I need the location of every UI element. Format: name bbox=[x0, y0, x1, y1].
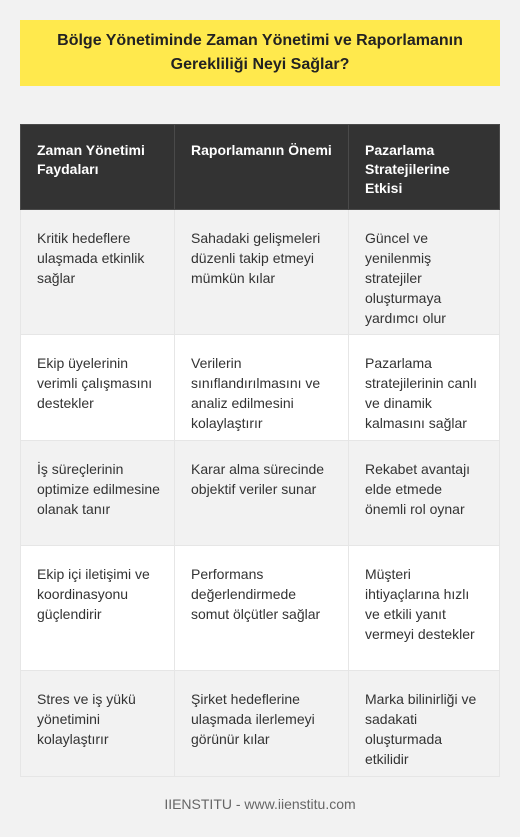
table-row bbox=[21, 671, 500, 777]
table-cell: Müşteri ihtiyaçlarına hızlı ve etkili yanıt vermeyi destekler bbox=[349, 546, 500, 671]
table-cell: Şirket hedeflerine ulaşmada ilerlemeyi görünür kılar bbox=[175, 671, 349, 777]
table-row bbox=[21, 546, 500, 671]
table-row bbox=[21, 335, 500, 441]
table-cell: Pazarlama stratejilerinin canlı ve dinamik kalmasını sağlar bbox=[349, 335, 500, 441]
table-cell: Verilerin sınıflandırılmasını ve analiz edilmesini kolaylaştırır bbox=[175, 335, 349, 441]
table-cell: Performans değerlendirmede somut ölçütler sağlar bbox=[175, 546, 349, 671]
column-header-reporting: Raporlamanın Önemi bbox=[175, 125, 349, 210]
table-cell: Ekip üyelerinin verimli çalışmasını destekler bbox=[21, 335, 175, 441]
table-header-row bbox=[21, 125, 500, 210]
table-cell: Kritik hedeflere ulaşmada etkinlik sağlar bbox=[21, 210, 175, 335]
comparison-table bbox=[20, 124, 500, 777]
table-cell: Ekip içi iletişimi ve koordinasyonu güçlendirir bbox=[21, 546, 175, 671]
table-cell: Marka bilinirliği ve sadakati oluşturmada etkilidir bbox=[349, 671, 500, 777]
table-cell: Sahadaki gelişmeleri düzenli takip etmeyi mümkün kılar bbox=[175, 210, 349, 335]
page-title: Bölge Yönetiminde Zaman Yönetimi ve Raporlamanın Gerekliliği Neyi Sağlar? bbox=[57, 32, 463, 73]
table-row bbox=[21, 441, 500, 546]
table-cell: Güncel ve yenilenmiş stratejiler oluşturmaya yardımcı olur bbox=[349, 210, 500, 335]
table-cell: Rekabet avantajı elde etmede önemli rol oynar bbox=[349, 441, 500, 546]
column-header-marketing: Pazarlama Stratejilerine Etkisi bbox=[349, 125, 500, 210]
title-banner bbox=[20, 20, 500, 86]
footer-credit: IIENSTITU - www.iienstitu.com bbox=[164, 796, 356, 812]
table-cell: Stres ve iş yükü yönetimini kolaylaştırır bbox=[21, 671, 175, 777]
table-cell: Karar alma sürecinde objektif veriler sunar bbox=[175, 441, 349, 546]
table-row bbox=[21, 210, 500, 335]
column-header-time-management: Zaman Yönetimi Faydaları bbox=[21, 125, 175, 210]
table-cell: İş süreçlerinin optimize edilmesine olanak tanır bbox=[21, 441, 175, 546]
